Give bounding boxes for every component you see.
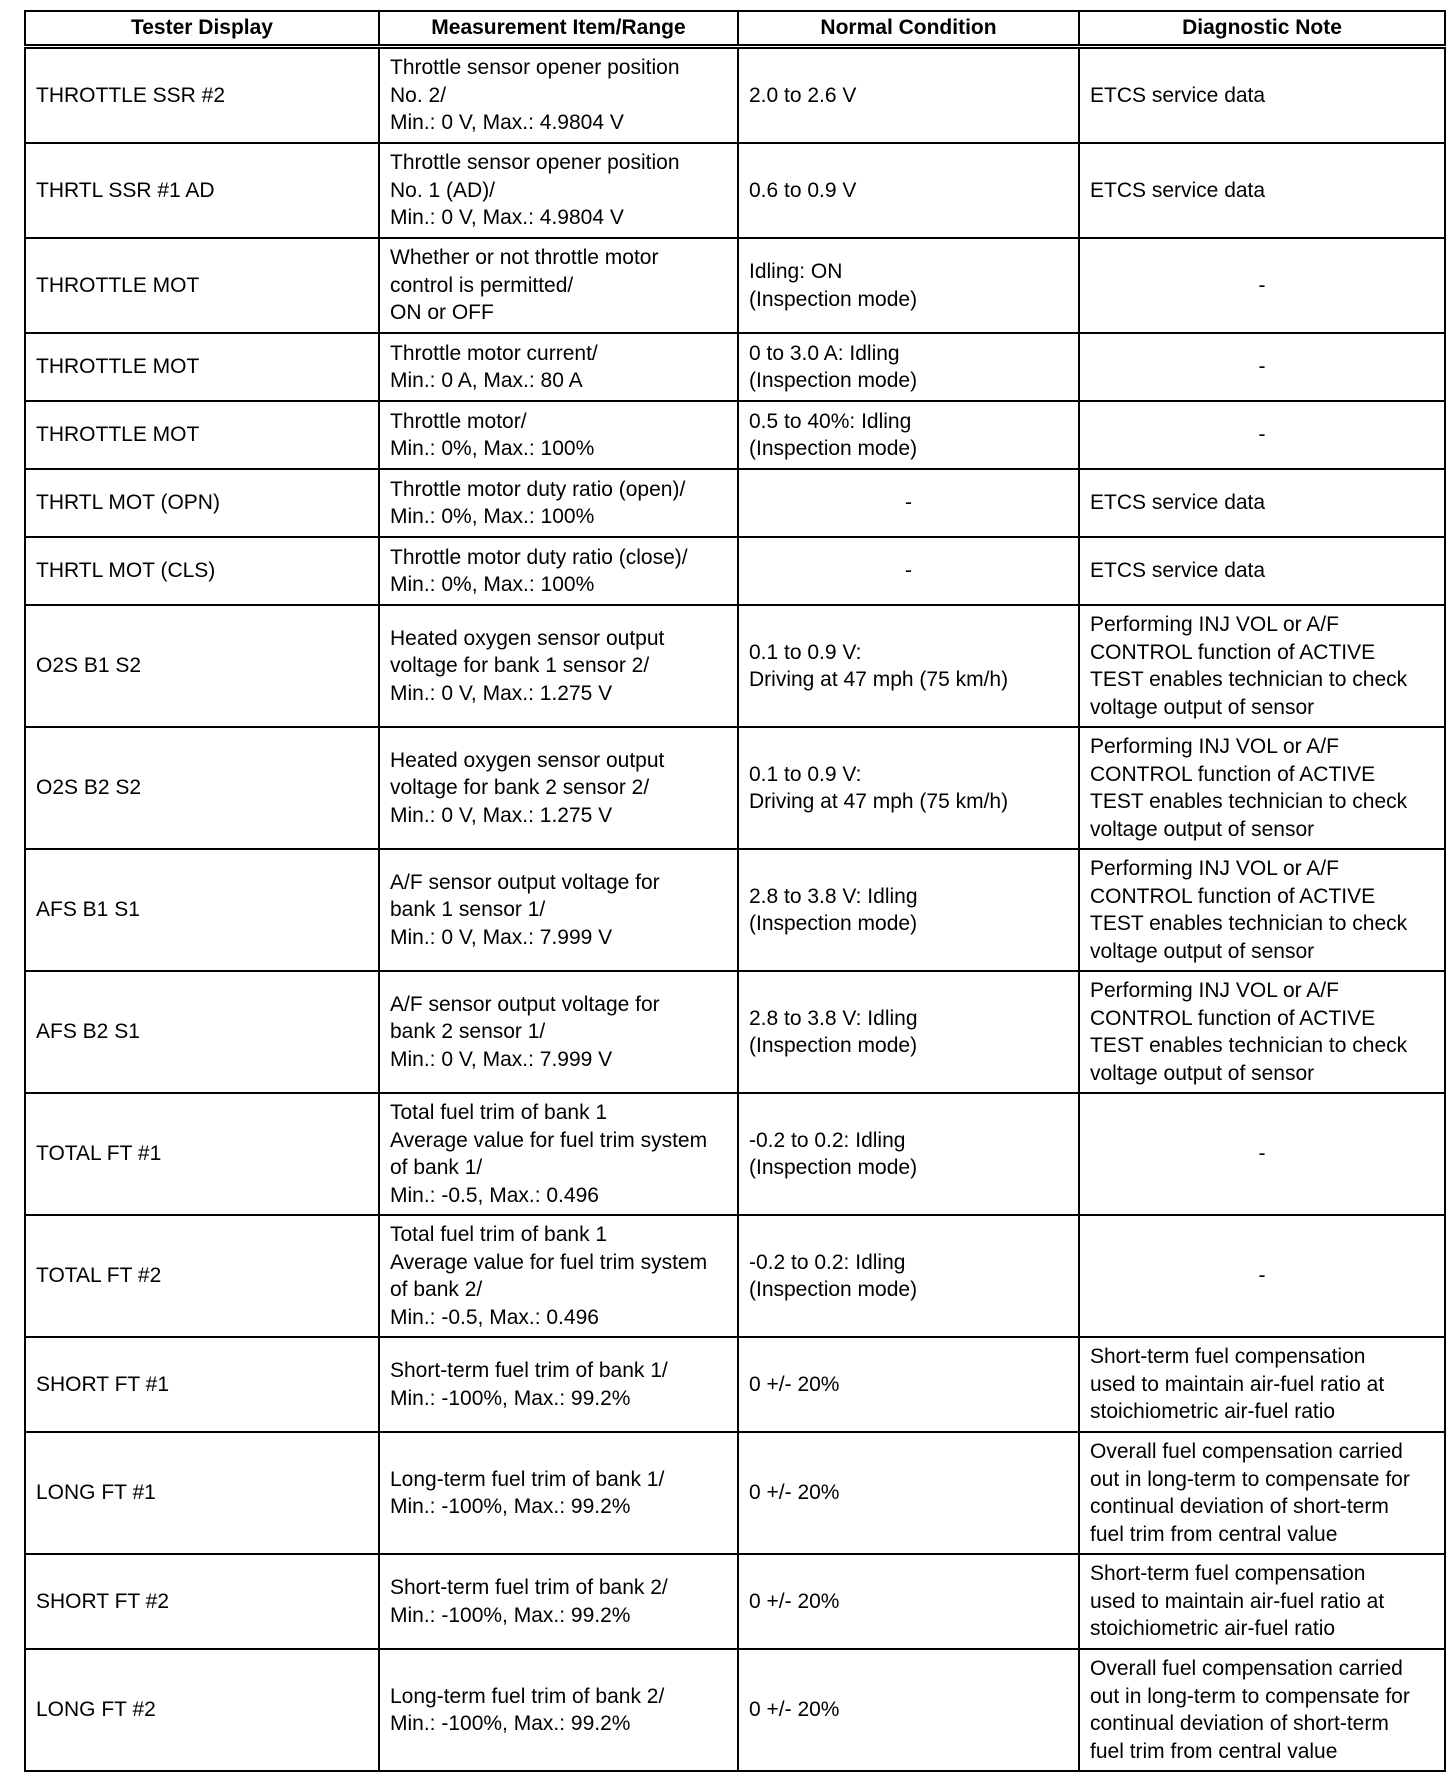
measurement-item-cell-line: voltage for bank 2 sensor 2/ [390, 776, 650, 800]
measurement-item-cell-line: Min.: -100%, Max.: 99.2% [390, 1712, 631, 1735]
measurement-item-cell-line: Min.: -100%, Max.: 99.2% [390, 1603, 631, 1627]
normal-condition-cell [738, 401, 1079, 469]
measurement-item-cell-line: Heated oxygen sensor output [390, 748, 665, 772]
measurement-item-cell-line: Long-term fuel trim of bank 1/ [390, 1467, 665, 1491]
table-body [25, 47, 1445, 1772]
measurement-item-cell-line: Min.: 0 V, Max.: 4.9804 V [390, 206, 624, 230]
data-list-table [24, 10, 1446, 1772]
normal-condition-cell [738, 47, 1079, 144]
diagnostic-note-cell-line: - [1258, 355, 1266, 379]
measurement-item-cell-line: bank 1 sensor 1/ [390, 898, 546, 922]
diagnostic-note-cell-line: Overall fuel compensation carried [1090, 1657, 1403, 1680]
measurement-item-cell [379, 537, 738, 605]
measurement-item-cell-line: Throttle motor current/ [390, 341, 598, 365]
diagnostic-note-cell-line: CONTROL function of ACTIVE [1090, 640, 1376, 664]
normal-condition-cell [738, 1093, 1079, 1215]
diagnostic-note-cell-line: TEST enables technician to check [1090, 790, 1408, 813]
tester-display-cell: THRTL MOT (OPN) [25, 469, 379, 537]
diagnostic-note-cell-line: voltage output of sensor [1090, 817, 1315, 841]
measurement-item-cell-line: Min.: -100%, Max.: 99.2% [390, 1495, 631, 1518]
measurement-item-cell [379, 605, 738, 727]
tester-display-cell: THRTL SSR #1 AD [25, 143, 379, 238]
diagnostic-note-cell-line: fuel trim from central value [1090, 1522, 1338, 1546]
table-row [25, 1649, 1445, 1771]
normal-condition-cell [738, 971, 1079, 1093]
diagnostic-note-cell-line: Performing INJ VOL or A/F [1090, 735, 1339, 758]
diagnostic-note-cell-line: TEST enables technician to check [1090, 1034, 1408, 1057]
table-row [25, 143, 1445, 238]
measurement-item-cell-line: voltage for bank 1 sensor 2/ [390, 654, 650, 678]
measurement-item-cell-line: No. 1 (AD)/ [390, 178, 496, 202]
normal-condition-cell [738, 143, 1079, 238]
measurement-item-cell-line: Total fuel trim of bank 1 [390, 1223, 608, 1246]
diagnostic-note-cell-line: out in long-term to compensate for [1090, 1467, 1410, 1491]
diagnostic-note-cell [1079, 1649, 1445, 1771]
measurement-item-cell [379, 1649, 738, 1771]
normal-condition-cell [738, 1649, 1079, 1771]
measurement-item-cell-line: Short-term fuel trim of bank 2/ [390, 1576, 668, 1599]
normal-condition-cell-line: 0 to 3.0 A: Idling [749, 341, 900, 365]
measurement-item-cell [379, 1337, 738, 1432]
normal-condition-cell [738, 333, 1079, 401]
normal-condition-cell-line: 0 +/- 20% [749, 1698, 840, 1722]
tester-display-cell: THROTTLE MOT [25, 333, 379, 401]
table-row [25, 47, 1445, 144]
normal-condition-cell [738, 1337, 1079, 1432]
diagnostic-note-cell-line: TEST enables technician to check [1090, 668, 1408, 691]
measurement-item-cell-line: control is permitted/ [390, 273, 574, 297]
diagnostic-note-cell-line: ETCS service data [1090, 559, 1266, 583]
table-row [25, 333, 1445, 401]
header-row [25, 11, 1445, 47]
normal-condition-cell-line: (Inspection mode) [749, 1278, 918, 1301]
measurement-item-cell-line: of bank 1/ [390, 1156, 483, 1179]
measurement-item-cell-line: Average value for fuel trim system [390, 1128, 708, 1152]
diagnostic-note-cell-line: voltage output of sensor [1090, 939, 1315, 963]
table-header [25, 11, 1445, 47]
measurement-item-cell-line: Min.: 0%, Max.: 100% [390, 573, 595, 596]
diagnostic-note-cell-line: CONTROL function of ACTIVE [1090, 1006, 1376, 1030]
diagnostic-note-cell-line: - [1258, 1264, 1266, 1288]
measurement-item-cell-line: Min.: 0%, Max.: 100% [390, 505, 595, 528]
diagnostic-note-cell-line: TEST enables technician to check [1090, 912, 1408, 935]
measurement-item-cell-line: Min.: 0 V, Max.: 7.999 V [390, 1047, 613, 1071]
table-row [25, 1337, 1445, 1432]
diagnostic-note-cell-line: Performing INJ VOL or A/F [1090, 979, 1339, 1002]
diagnostic-note-cell-line: Overall fuel compensation carried [1090, 1440, 1403, 1463]
diagnostic-note-cell-line: Short-term fuel compensation [1090, 1562, 1366, 1586]
normal-condition-cell [738, 605, 1079, 727]
diagnostic-note-cell-line: out in long-term to compensate for [1090, 1684, 1410, 1708]
measurement-item-cell [379, 1215, 738, 1337]
diagnostic-note-cell [1079, 1554, 1445, 1649]
diagnostic-note-cell-line: ETCS service data [1090, 491, 1266, 515]
measurement-item-cell [379, 401, 738, 469]
normal-condition-cell-line: 0 +/- 20% [749, 1372, 840, 1396]
measurement-item-cell-line: Heated oxygen sensor output [390, 626, 665, 650]
diagnostic-note-cell [1079, 143, 1445, 238]
tester-display-cell: SHORT FT #2 [25, 1554, 379, 1649]
table-row [25, 238, 1445, 333]
table-row [25, 849, 1445, 971]
diagnostic-note-cell [1079, 537, 1445, 605]
measurement-item-cell-line: Throttle sensor opener position [390, 56, 680, 80]
measurement-item-cell [379, 47, 738, 144]
normal-condition-cell-line: 0 +/- 20% [749, 1589, 840, 1613]
measurement-item-cell [379, 143, 738, 238]
measurement-item-cell-line: Long-term fuel trim of bank 2/ [390, 1684, 665, 1708]
measurement-item-cell [379, 333, 738, 401]
measurement-item-cell-line: Min.: 0 V, Max.: 1.275 V [390, 681, 613, 705]
diagnostic-note-cell-line: used to maintain air-fuel ratio at [1090, 1372, 1385, 1396]
normal-condition-cell-line: - [905, 559, 912, 583]
diagnostic-note-cell-line: CONTROL function of ACTIVE [1090, 884, 1376, 908]
normal-condition-cell-line: 2.8 to 3.8 V: Idling [749, 884, 918, 908]
diagnostic-note-cell [1079, 1215, 1445, 1337]
normal-condition-cell-line: 2.0 to 2.6 V [749, 83, 857, 107]
tester-display-cell: O2S B1 S2 [25, 605, 379, 727]
diagnostic-note-cell-line: Performing INJ VOL or A/F [1090, 613, 1339, 636]
normal-condition-cell-line: (Inspection mode) [749, 437, 918, 460]
measurement-item-cell-line: Throttle motor duty ratio (open)/ [390, 477, 686, 501]
table-row [25, 1215, 1445, 1337]
tester-display-cell: LONG FT #2 [25, 1649, 379, 1771]
table-row [25, 537, 1445, 605]
normal-condition-cell [738, 1554, 1079, 1649]
diagnostic-note-cell-line: voltage output of sensor [1090, 695, 1315, 719]
measurement-item-cell-line: Throttle sensor opener position [390, 151, 680, 175]
measurement-item-cell-line: Min.: -0.5, Max.: 0.496 [390, 1305, 599, 1329]
diagnostic-note-cell [1079, 1337, 1445, 1432]
normal-condition-cell-line: 0.1 to 0.9 V: [749, 762, 862, 786]
diagnostic-note-cell [1079, 333, 1445, 401]
diagnostic-note-cell [1079, 469, 1445, 537]
diagnostic-note-cell [1079, 605, 1445, 727]
tester-display-cell: TOTAL FT #2 [25, 1215, 379, 1337]
table-row [25, 1432, 1445, 1554]
tester-display-cell: THRTL MOT (CLS) [25, 537, 379, 605]
diagnostic-note-cell-line: ETCS service data [1090, 83, 1266, 107]
normal-condition-cell-line: (Inspection mode) [749, 912, 918, 935]
table-row [25, 1093, 1445, 1215]
header-normal-condition: Normal Condition [738, 11, 1079, 47]
measurement-item-cell-line: Min.: -0.5, Max.: 0.496 [390, 1183, 599, 1207]
measurement-item-cell-line: of bank 2/ [390, 1278, 483, 1301]
measurement-item-cell-line: A/F sensor output voltage for [390, 992, 660, 1016]
measurement-item-cell-line: Min.: 0 V, Max.: 4.9804 V [390, 111, 624, 135]
tester-display-cell: AFS B1 S1 [25, 849, 379, 971]
normal-condition-cell-line: (Inspection mode) [749, 1156, 918, 1179]
diagnostic-note-cell [1079, 849, 1445, 971]
measurement-item-cell [379, 971, 738, 1093]
data-list-sheet [24, 10, 1444, 1772]
table-row [25, 605, 1445, 727]
tester-display-cell: O2S B2 S2 [25, 727, 379, 849]
measurement-item-cell-line: Min.: 0%, Max.: 100% [390, 437, 595, 460]
normal-condition-cell-line: 0.6 to 0.9 V [749, 178, 857, 202]
normal-condition-cell-line: -0.2 to 0.2: Idling [749, 1250, 906, 1274]
normal-condition-cell-line: (Inspection mode) [749, 1034, 918, 1057]
diagnostic-note-cell-line: used to maintain air-fuel ratio at [1090, 1589, 1385, 1613]
diagnostic-note-cell-line: continual deviation of short-term [1090, 1712, 1389, 1735]
normal-condition-cell [738, 537, 1079, 605]
diagnostic-note-cell-line: Short-term fuel compensation [1090, 1345, 1366, 1369]
normal-condition-cell-line: 0.5 to 40%: Idling [749, 409, 912, 433]
measurement-item-cell [379, 238, 738, 333]
normal-condition-cell [738, 1215, 1079, 1337]
normal-condition-cell-line: 2.8 to 3.8 V: Idling [749, 1006, 918, 1030]
normal-condition-cell-line: Driving at 47 mph (75 km/h) [749, 790, 1009, 813]
normal-condition-cell [738, 469, 1079, 537]
measurement-item-cell-line: bank 2 sensor 1/ [390, 1020, 546, 1044]
diagnostic-note-cell [1079, 971, 1445, 1093]
measurement-item-cell-line: No. 2/ [390, 83, 447, 107]
table-row [25, 469, 1445, 537]
normal-condition-cell-line: 0.1 to 0.9 V: [749, 640, 862, 664]
normal-condition-cell [738, 238, 1079, 333]
diagnostic-note-cell [1079, 727, 1445, 849]
table-row [25, 401, 1445, 469]
header-measurement-item: Measurement Item/Range [379, 11, 738, 47]
tester-display-cell: LONG FT #1 [25, 1432, 379, 1554]
diagnostic-note-cell-line: - [1258, 423, 1266, 447]
normal-condition-cell [738, 1432, 1079, 1554]
measurement-item-cell [379, 849, 738, 971]
diagnostic-note-cell-line: continual deviation of short-term [1090, 1495, 1389, 1518]
measurement-item-cell-line: ON or OFF [390, 301, 494, 325]
normal-condition-cell [738, 727, 1079, 849]
diagnostic-note-cell-line: voltage output of sensor [1090, 1061, 1315, 1085]
measurement-item-cell-line: Min.: -100%, Max.: 99.2% [390, 1386, 631, 1410]
table-row [25, 971, 1445, 1093]
measurement-item-cell-line: Throttle motor/ [390, 409, 527, 433]
header-tester-display: Tester Display [25, 11, 379, 47]
measurement-item-cell-line: Min.: 0 V, Max.: 7.999 V [390, 925, 613, 949]
measurement-item-cell [379, 727, 738, 849]
normal-condition-cell-line: 0 +/- 20% [749, 1481, 840, 1505]
tester-display-cell: THROTTLE MOT [25, 238, 379, 333]
measurement-item-cell-line: Whether or not throttle motor [390, 246, 659, 270]
diagnostic-note-cell-line: - [1258, 273, 1266, 297]
measurement-item-cell [379, 1093, 738, 1215]
tester-display-cell: AFS B2 S1 [25, 971, 379, 1093]
measurement-item-cell [379, 1554, 738, 1649]
diagnostic-note-cell [1079, 1432, 1445, 1554]
tester-display-cell: THROTTLE SSR #2 [25, 47, 379, 144]
diagnostic-note-cell-line: stoichiometric air-fuel ratio [1090, 1617, 1336, 1641]
measurement-item-cell-line: Total fuel trim of bank 1 [390, 1101, 608, 1124]
normal-condition-cell [738, 849, 1079, 971]
tester-display-cell: THROTTLE MOT [25, 401, 379, 469]
table-row [25, 727, 1445, 849]
diagnostic-note-cell [1079, 1093, 1445, 1215]
diagnostic-note-cell [1079, 401, 1445, 469]
measurement-item-cell [379, 469, 738, 537]
measurement-item-cell [379, 1432, 738, 1554]
measurement-item-cell-line: Short-term fuel trim of bank 1/ [390, 1359, 668, 1382]
measurement-item-cell-line: Min.: 0 A, Max.: 80 A [390, 369, 583, 392]
diagnostic-note-cell-line: ETCS service data [1090, 178, 1266, 202]
diagnostic-note-cell-line: stoichiometric air-fuel ratio [1090, 1400, 1336, 1424]
normal-condition-cell-line: (Inspection mode) [749, 369, 918, 392]
normal-condition-cell-line: - [905, 491, 912, 515]
measurement-item-cell-line: Average value for fuel trim system [390, 1250, 708, 1274]
diagnostic-note-cell-line: fuel trim from central value [1090, 1739, 1338, 1763]
diagnostic-note-cell-line: - [1258, 1142, 1266, 1166]
table-row [25, 1554, 1445, 1649]
header-diagnostic-note: Diagnostic Note [1079, 11, 1445, 47]
normal-condition-cell-line: Idling: ON [749, 260, 843, 283]
measurement-item-cell-line: A/F sensor output voltage for [390, 870, 660, 894]
normal-condition-cell-line: Driving at 47 mph (75 km/h) [749, 668, 1009, 691]
measurement-item-cell-line: Throttle motor duty ratio (close)/ [390, 545, 688, 569]
normal-condition-cell-line: -0.2 to 0.2: Idling [749, 1128, 906, 1152]
tester-display-cell: SHORT FT #1 [25, 1337, 379, 1432]
diagnostic-note-cell [1079, 238, 1445, 333]
normal-condition-cell-line: (Inspection mode) [749, 287, 918, 311]
diagnostic-note-cell [1079, 47, 1445, 144]
measurement-item-cell-line: Min.: 0 V, Max.: 1.275 V [390, 803, 613, 827]
diagnostic-note-cell-line: CONTROL function of ACTIVE [1090, 762, 1376, 786]
diagnostic-note-cell-line: Performing INJ VOL or A/F [1090, 857, 1339, 880]
tester-display-cell: TOTAL FT #1 [25, 1093, 379, 1215]
